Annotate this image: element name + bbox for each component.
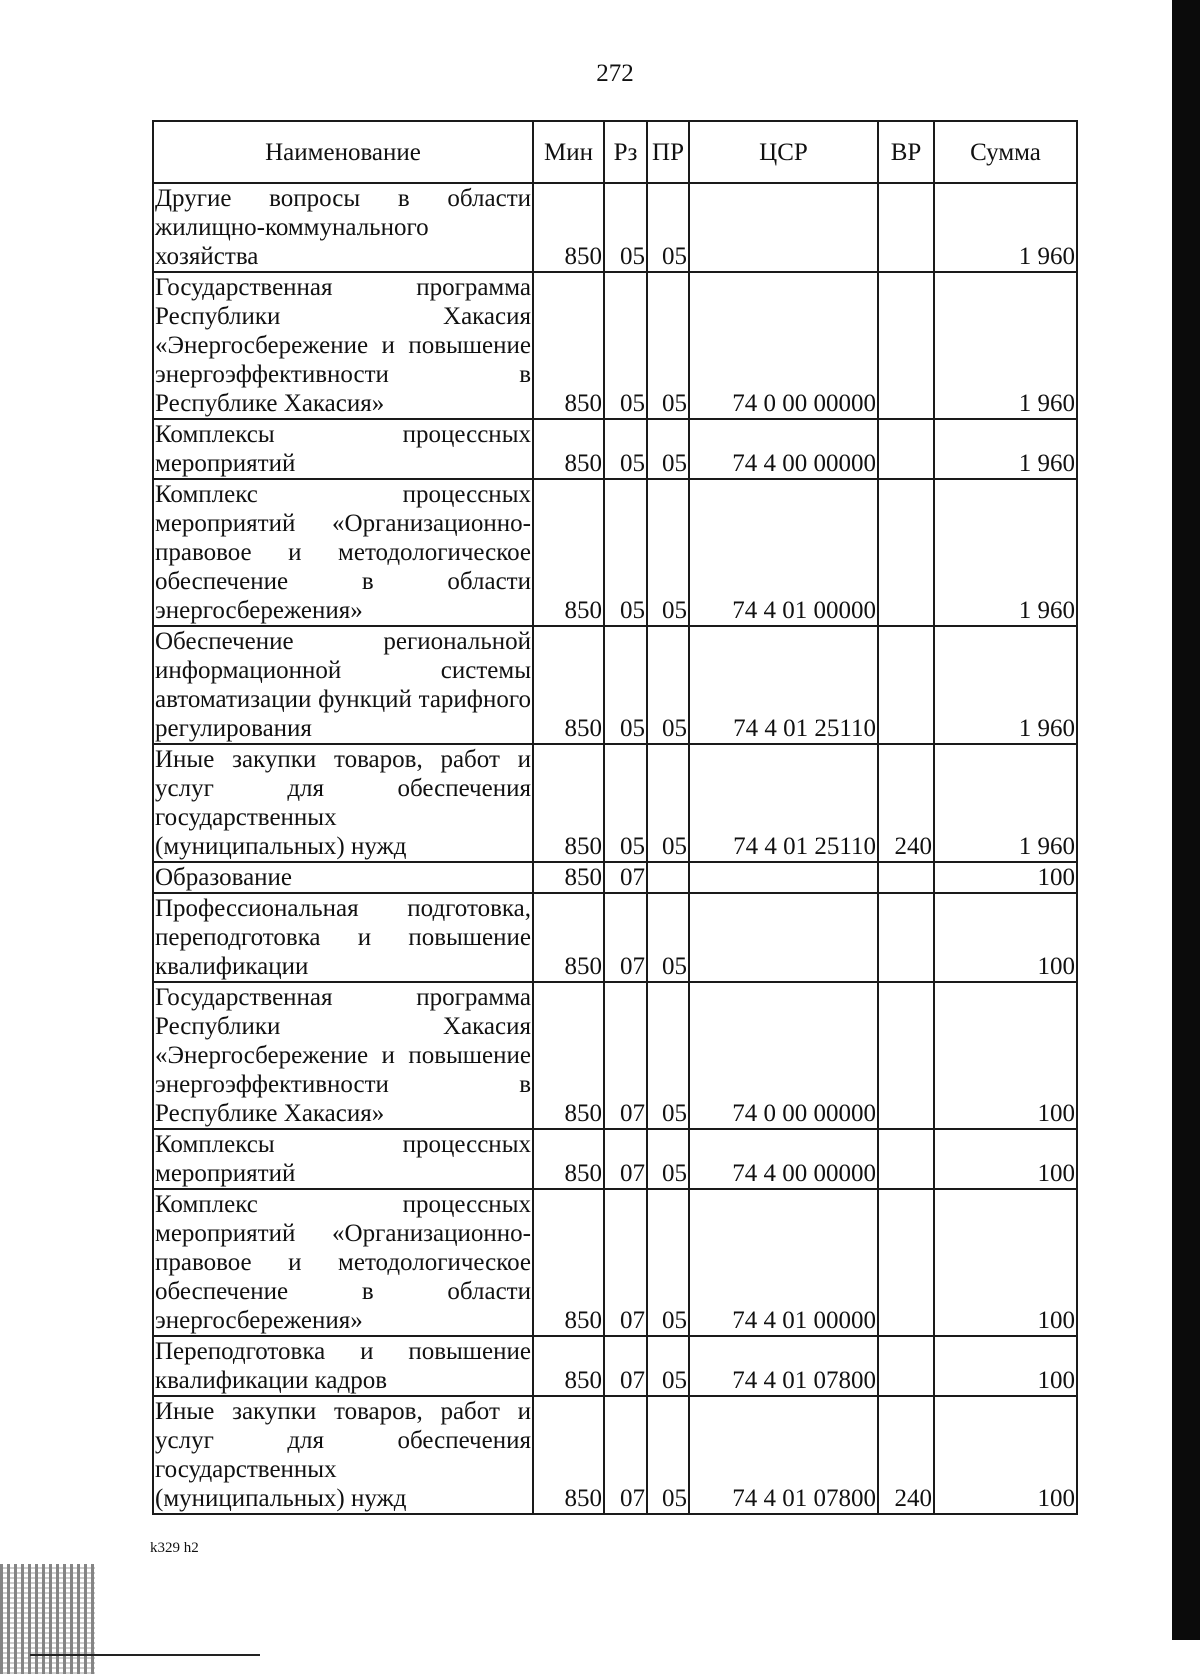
- table-row: [153, 1396, 1077, 1514]
- cell-rz: 07: [604, 1336, 647, 1396]
- cell-pr: 05: [647, 982, 689, 1129]
- cell-sum: 1 960: [934, 626, 1077, 744]
- cell-pr: 05: [647, 893, 689, 982]
- cell-min: 850: [533, 893, 604, 982]
- cell-sum: 1 960: [934, 183, 1077, 272]
- cell-pr: 05: [647, 744, 689, 862]
- cell-csr: 74 4 01 07800: [689, 1396, 878, 1514]
- header-min: Мин: [533, 121, 604, 183]
- cell-name: Профессиональная подготовка, переподготовка и повышение квалификации: [155, 895, 531, 980]
- table-row: [153, 419, 1077, 479]
- cell-rz: 07: [604, 862, 647, 893]
- footer-code: k329 h2: [150, 1540, 199, 1556]
- cell-pr: [647, 862, 689, 893]
- cell-pr: 05: [647, 1396, 689, 1514]
- cell-pr: 05: [647, 183, 689, 272]
- table-body: [153, 183, 1077, 1514]
- cell-csr: [689, 183, 878, 272]
- cell-csr: 74 4 01 07800: [689, 1336, 878, 1396]
- cell-min: 850: [533, 272, 604, 419]
- cell-csr: 74 4 01 25110: [689, 744, 878, 862]
- cell-name: Комплекс процессных мероприятий «Организационно-правовое и методологическое обеспечение в области энергосбережения»: [155, 1191, 531, 1334]
- table-row: [153, 893, 1077, 982]
- cell-name: Комплекс процессных мероприятий «Организационно-правовое и методологическое обеспечение в области энергосбережения»: [155, 481, 531, 624]
- cell-sum: 1 960: [934, 419, 1077, 479]
- cell-csr: 74 0 00 00000: [689, 272, 878, 419]
- cell-min: 850: [533, 1336, 604, 1396]
- cell-vr: [878, 1129, 934, 1189]
- cell-sum: 100: [934, 1336, 1077, 1396]
- cell-min: 850: [533, 1129, 604, 1189]
- cell-name: Обеспечение региональной информационной системы автоматизации функций тарифного регулирования: [155, 628, 531, 742]
- cell-name: Комплексы процессных мероприятий: [155, 1131, 531, 1187]
- cell-min: 850: [533, 626, 604, 744]
- cell-pr: 05: [647, 1129, 689, 1189]
- cell-sum: 100: [934, 893, 1077, 982]
- cell-name: Другие вопросы в области жилищно-коммунального хозяйства: [155, 185, 531, 270]
- table-row: [153, 1336, 1077, 1396]
- cell-rz: 07: [604, 893, 647, 982]
- cell-vr: [878, 982, 934, 1129]
- cell-rz: 05: [604, 744, 647, 862]
- table-row: [153, 744, 1077, 862]
- cell-min: 850: [533, 183, 604, 272]
- cell-rz: 05: [604, 626, 647, 744]
- cell-rz: 05: [604, 479, 647, 626]
- cell-pr: 05: [647, 479, 689, 626]
- cell-pr: 05: [647, 419, 689, 479]
- page-number: 272: [596, 60, 634, 87]
- cell-vr: [878, 626, 934, 744]
- cell-name: Иные закупки товаров, работ и услуг для обеспечения государственных (муниципальных) нужд: [155, 746, 531, 860]
- scan-artifact: [0, 1564, 95, 1674]
- budget-table: [152, 120, 1078, 1515]
- header-pr: ПР: [647, 121, 689, 183]
- header-sum: Сумма: [934, 121, 1077, 183]
- cell-vr: [878, 862, 934, 893]
- header-rz: Рз: [604, 121, 647, 183]
- cell-csr: 74 4 00 00000: [689, 419, 878, 479]
- cell-min: 850: [533, 982, 604, 1129]
- cell-name: Государственная программа Республики Хакасия «Энергосбережение и повышение энергоэффективности в Республике Хакасия»: [155, 984, 531, 1127]
- cell-name: Переподготовка и повышение квалификации кадров: [155, 1338, 531, 1394]
- cell-rz: 05: [604, 183, 647, 272]
- header-csr: ЦСР: [689, 121, 878, 183]
- cell-sum: 100: [934, 982, 1077, 1129]
- table-row: [153, 1189, 1077, 1336]
- cell-csr: [689, 862, 878, 893]
- cell-csr: 74 4 01 00000: [689, 479, 878, 626]
- cell-sum: 100: [934, 1396, 1077, 1514]
- cell-min: 850: [533, 1189, 604, 1336]
- cell-rz: 07: [604, 1396, 647, 1514]
- cell-vr: [878, 1336, 934, 1396]
- header-name: Наименование: [153, 121, 533, 183]
- cell-min: 850: [533, 744, 604, 862]
- cell-sum: 100: [934, 1129, 1077, 1189]
- cell-rz: 05: [604, 272, 647, 419]
- table-row: [153, 862, 1077, 893]
- cell-min: 850: [533, 1396, 604, 1514]
- table-row: [153, 272, 1077, 419]
- cell-min: 850: [533, 479, 604, 626]
- table-row: [153, 479, 1077, 626]
- cell-vr: [878, 183, 934, 272]
- cell-csr: 74 4 01 00000: [689, 1189, 878, 1336]
- cell-pr: 05: [647, 1189, 689, 1336]
- cell-pr: 05: [647, 1336, 689, 1396]
- cell-min: 850: [533, 419, 604, 479]
- cell-rz: 07: [604, 1189, 647, 1336]
- scan-artifact-line: [30, 1654, 260, 1656]
- cell-name: Комплексы процессных мероприятий: [155, 421, 531, 477]
- cell-csr: 74 4 01 25110: [689, 626, 878, 744]
- cell-sum: 100: [934, 862, 1077, 893]
- cell-csr: [689, 893, 878, 982]
- cell-pr: 05: [647, 272, 689, 419]
- table-row: [153, 183, 1077, 272]
- scan-edge-bar: [1172, 0, 1200, 1640]
- cell-vr: [878, 893, 934, 982]
- cell-rz: 07: [604, 1129, 647, 1189]
- cell-sum: 100: [934, 1189, 1077, 1336]
- cell-vr: 240: [878, 744, 934, 862]
- table-row: [153, 626, 1077, 744]
- cell-rz: 07: [604, 982, 647, 1129]
- cell-sum: 1 960: [934, 479, 1077, 626]
- cell-vr: [878, 479, 934, 626]
- cell-sum: 1 960: [934, 272, 1077, 419]
- cell-vr: [878, 272, 934, 419]
- cell-name: Образование: [153, 862, 533, 893]
- cell-pr: 05: [647, 626, 689, 744]
- table-row: [153, 1129, 1077, 1189]
- cell-min: 850: [533, 862, 604, 893]
- cell-csr: 74 4 00 00000: [689, 1129, 878, 1189]
- table-header-row: [153, 121, 1077, 183]
- cell-csr: 74 0 00 00000: [689, 982, 878, 1129]
- cell-vr: [878, 419, 934, 479]
- cell-vr: [878, 1189, 934, 1336]
- table-row: [153, 982, 1077, 1129]
- cell-name: Государственная программа Республики Хакасия «Энергосбережение и повышение энергоэффективности в Республике Хакасия»: [155, 274, 531, 417]
- cell-rz: 05: [604, 419, 647, 479]
- cell-vr: 240: [878, 1396, 934, 1514]
- header-vr: ВР: [878, 121, 934, 183]
- cell-sum: 1 960: [934, 744, 1077, 862]
- cell-name: Иные закупки товаров, работ и услуг для обеспечения государственных (муниципальных) нужд: [155, 1398, 531, 1512]
